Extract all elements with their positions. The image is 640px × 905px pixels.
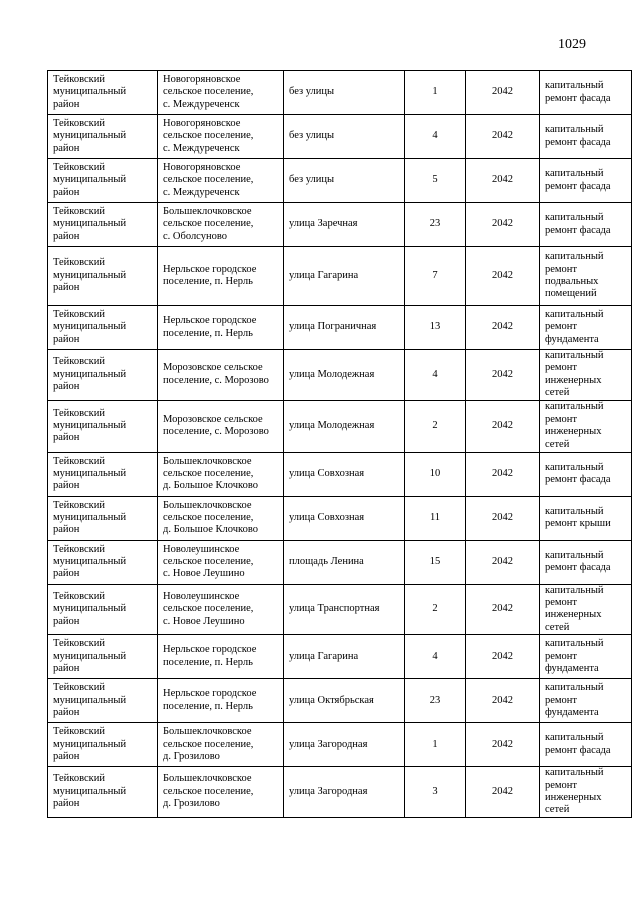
settlement-cell-text: Новогоряновское сельское поселение, с. Междуреченск: [163, 161, 254, 198]
settlement-cell: [158, 350, 284, 401]
district-cell: [48, 306, 158, 350]
settlement-cell-text: Нерльское городское поселение, п. Нерль: [163, 315, 257, 339]
district-cell-text: Тейковский муниципальный район: [53, 308, 127, 345]
district-cell-text: Тейковский муниципальный район: [53, 257, 127, 294]
year-cell-text: 2042: [492, 511, 513, 523]
district-cell: [48, 679, 158, 723]
settlement-cell: [158, 306, 284, 350]
work-type-cell-text: капитальный ремонт крыши: [545, 505, 611, 530]
settlement-cell-text: Нерльское городское поселение, п. Нерль: [163, 263, 257, 287]
house-number-cell: [405, 203, 466, 247]
house-number-cell: [405, 767, 466, 818]
house-number-cell-text: 13: [429, 321, 441, 333]
year-cell: [466, 635, 540, 679]
district-cell: [48, 540, 158, 584]
work-type-cell: [540, 584, 632, 635]
house-number-cell: [405, 723, 466, 767]
street-cell-text: улица Молодежная: [289, 368, 375, 380]
street-cell: [284, 767, 405, 818]
table-row: [48, 247, 632, 306]
work-type-cell: [540, 159, 632, 203]
street-cell: [284, 723, 405, 767]
work-type-cell: [540, 496, 632, 540]
year-cell-text: 2042: [492, 419, 513, 431]
table-row: [48, 203, 632, 247]
work-type-cell: [540, 540, 632, 584]
work-type-cell: [540, 767, 632, 818]
settlement-cell-text: Морозовское сельское поселение, с. Морозово: [163, 362, 269, 386]
settlement-cell-text: Морозовское сельское поселение, с. Морозово: [163, 413, 269, 438]
house-number-cell: [405, 584, 466, 635]
settlement-cell-text: Нерльское городское поселение, п. Нерль: [163, 688, 257, 712]
street-cell-text: без улицы: [289, 86, 335, 98]
year-cell: [466, 400, 540, 452]
settlement-cell-text: Новолеушинское сельское поселение, с. Новое Леушино: [163, 590, 254, 627]
table-row: [48, 679, 632, 723]
table-row: [48, 400, 632, 452]
year-cell: [466, 767, 540, 818]
table-row: [48, 767, 632, 818]
settlement-cell-text: Новогоряновское сельское поселение, с. Междуреченск: [163, 73, 254, 110]
district-cell-text: Тейковский муниципальный район: [53, 407, 127, 444]
work-type-cell-text: капитальный ремонт фасада: [545, 80, 611, 104]
year-cell: [466, 115, 540, 159]
street-cell-text: улица Загородная: [289, 785, 368, 797]
table-row: [48, 159, 632, 203]
district-cell: [48, 350, 158, 401]
settlement-cell-text: Нерльское городское поселение, п. Нерль: [163, 644, 257, 668]
house-number-cell: [405, 159, 466, 203]
settlement-cell-text: Новогоряновское сельское поселение, с. Междуреченск: [163, 117, 254, 154]
settlement-cell-text: Большеклочковское сельское поселение, д. Грозилово: [163, 726, 254, 762]
house-number-cell: [405, 496, 466, 540]
year-cell-text: 2042: [492, 130, 513, 142]
street-cell: [284, 159, 405, 203]
house-number-cell-text: 2: [432, 603, 438, 615]
settlement-cell: [158, 203, 284, 247]
year-cell: [466, 679, 540, 723]
work-type-cell-text: капитальный ремонт фундамента: [545, 308, 604, 345]
street-cell: [284, 679, 405, 723]
table-row: [48, 540, 632, 584]
settlement-cell: [158, 496, 284, 540]
district-cell: [48, 723, 158, 767]
house-number-cell-text: 4: [432, 650, 438, 662]
table-row: [48, 452, 632, 496]
year-cell-text: 2042: [492, 218, 513, 230]
work-type-cell: [540, 247, 632, 306]
year-cell-text: 2042: [492, 269, 513, 281]
district-cell-text: Тейковский муниципальный район: [53, 161, 127, 198]
street-cell-text: улица Совхозная: [289, 467, 365, 479]
district-cell: [48, 159, 158, 203]
settlement-cell: [158, 247, 284, 306]
work-type-cell-text: капитальный ремонт фасада: [545, 212, 611, 236]
work-type-cell-text: капитальный ремонт фундамента: [545, 682, 604, 718]
street-cell-text: без улицы: [289, 174, 335, 186]
district-cell-text: Тейковский муниципальный район: [53, 205, 127, 242]
street-cell: [284, 400, 405, 452]
settlement-cell: [158, 584, 284, 635]
district-cell: [48, 767, 158, 818]
settlement-cell-text: Большеклочковское сельское поселение, д. Большое Клочково: [163, 455, 258, 492]
year-cell-text: 2042: [492, 467, 513, 479]
year-cell-text: 2042: [492, 603, 513, 615]
settlement-cell: [158, 723, 284, 767]
district-cell: [48, 496, 158, 540]
work-type-cell-text: капитальный ремонт инженерных сетей: [545, 350, 604, 399]
street-cell-text: улица Транспортная: [289, 603, 380, 615]
work-type-cell-text: капитальный ремонт инженерных сетей: [545, 767, 604, 816]
house-number-cell-text: 1: [432, 86, 438, 98]
street-cell: [284, 635, 405, 679]
street-cell: [284, 496, 405, 540]
year-cell-text: 2042: [492, 368, 513, 380]
work-type-cell: [540, 71, 632, 115]
street-cell: [284, 247, 405, 306]
settlement-cell-text: Большеклочковское сельское поселение, д. Большое Клочково: [163, 499, 258, 536]
district-cell: [48, 584, 158, 635]
year-cell: [466, 584, 540, 635]
district-cell: [48, 247, 158, 306]
district-cell-text: Тейковский муниципальный район: [53, 356, 127, 393]
settlement-cell-text: Новолеушинское сельское поселение, с. Новое Леушино: [163, 543, 254, 580]
settlement-cell: [158, 115, 284, 159]
street-cell-text: улица Совхозная: [289, 511, 365, 523]
district-cell: [48, 203, 158, 247]
house-number-cell-text: 4: [432, 368, 438, 380]
year-cell: [466, 306, 540, 350]
house-number-cell-text: 10: [429, 467, 441, 479]
settlement-cell: [158, 400, 284, 452]
work-type-cell-text: капитальный ремонт фасада: [545, 461, 611, 486]
street-cell-text: улица Пограничная: [289, 321, 377, 333]
table-body: [48, 71, 632, 818]
street-cell-text: площадь Ленина: [289, 555, 364, 567]
district-cell: [48, 71, 158, 115]
work-type-cell: [540, 679, 632, 723]
street-cell: [284, 540, 405, 584]
settlement-cell: [158, 159, 284, 203]
street-cell-text: улица Гагарина: [289, 650, 359, 662]
work-type-cell: [540, 350, 632, 401]
table-row: [48, 115, 632, 159]
work-type-cell: [540, 115, 632, 159]
street-cell: [284, 306, 405, 350]
street-cell: [284, 203, 405, 247]
settlement-cell: [158, 635, 284, 679]
district-cell: [48, 400, 158, 452]
house-number-cell-text: 23: [429, 218, 441, 230]
district-cell-text: Тейковский муниципальный район: [53, 590, 127, 627]
street-cell-text: без улицы: [289, 130, 335, 142]
district-cell-text: Тейковский муниципальный район: [53, 499, 127, 536]
page-number: 1029: [558, 37, 586, 52]
year-cell-text: 2042: [492, 174, 513, 186]
work-type-cell-text: капитальный ремонт инженерных сетей: [545, 584, 604, 633]
year-cell-text: 2042: [492, 321, 513, 333]
house-number-cell: [405, 540, 466, 584]
district-cell: [48, 452, 158, 496]
work-type-cell-text: капитальный ремонт фундамента: [545, 638, 604, 674]
year-cell: [466, 203, 540, 247]
street-cell-text: улица Октябрьская: [289, 694, 374, 706]
work-type-cell: [540, 306, 632, 350]
street-cell-text: улица Гагарина: [289, 269, 359, 281]
house-number-cell: [405, 452, 466, 496]
house-number-cell: [405, 71, 466, 115]
house-number-cell: [405, 306, 466, 350]
house-number-cell-text: 1: [432, 738, 438, 750]
year-cell: [466, 350, 540, 401]
house-number-cell-text: 7: [432, 269, 438, 281]
district-cell-text: Тейковский муниципальный район: [53, 638, 127, 674]
street-cell-text: улица Загородная: [289, 738, 368, 750]
work-type-cell-text: капитальный ремонт фасада: [545, 732, 611, 756]
settlement-cell: [158, 71, 284, 115]
work-type-cell-text: капитальный ремонт фасада: [545, 549, 611, 574]
work-type-cell-text: капитальный ремонт фасада: [545, 124, 611, 148]
work-type-cell-text: капитальный ремонт инженерных сетей: [545, 401, 604, 450]
table-row: [48, 584, 632, 635]
house-number-cell: [405, 635, 466, 679]
district-cell-text: Тейковский муниципальный район: [53, 773, 127, 810]
work-type-cell: [540, 723, 632, 767]
settlement-cell-text: Большеклочковское сельское поселение, д. Грозилово: [163, 773, 254, 810]
district-cell-text: Тейковский муниципальный район: [53, 455, 127, 492]
house-number-cell-text: 4: [432, 130, 438, 142]
year-cell: [466, 452, 540, 496]
settlement-cell: [158, 452, 284, 496]
house-number-cell-text: 15: [429, 555, 441, 567]
work-type-cell-text: капитальный ремонт подвальных помещений: [545, 251, 604, 300]
table-row: [48, 723, 632, 767]
house-number-cell: [405, 247, 466, 306]
settlement-cell: [158, 767, 284, 818]
district-cell: [48, 635, 158, 679]
settlement-cell: [158, 679, 284, 723]
house-number-cell: [405, 115, 466, 159]
year-cell-text: 2042: [492, 86, 513, 98]
work-type-cell: [540, 400, 632, 452]
house-number-cell-text: 2: [432, 419, 438, 431]
settlement-cell-text: Большеклочковское сельское поселение, с. Оболсуново: [163, 205, 254, 242]
table-row: [48, 306, 632, 350]
year-cell: [466, 247, 540, 306]
work-type-cell: [540, 452, 632, 496]
table-row: [48, 350, 632, 401]
table-row: [48, 635, 632, 679]
street-cell: [284, 115, 405, 159]
district-cell-text: Тейковский муниципальный район: [53, 73, 127, 110]
year-cell-text: 2042: [492, 785, 513, 797]
house-number-cell-text: 5: [432, 174, 438, 186]
table-row: [48, 71, 632, 115]
year-cell: [466, 723, 540, 767]
work-type-cell: [540, 635, 632, 679]
year-cell-text: 2042: [492, 555, 513, 567]
year-cell: [466, 496, 540, 540]
year-cell: [466, 540, 540, 584]
street-cell: [284, 350, 405, 401]
year-cell-text: 2042: [492, 738, 513, 750]
house-number-cell-text: 11: [429, 511, 441, 523]
district-cell-text: Тейковский муниципальный район: [53, 543, 127, 580]
year-cell: [466, 71, 540, 115]
house-number-cell: [405, 679, 466, 723]
table-row: [48, 496, 632, 540]
street-cell: [284, 71, 405, 115]
district-cell: [48, 115, 158, 159]
street-cell: [284, 584, 405, 635]
street-cell-text: улица Заречная: [289, 218, 358, 230]
repair-schedule-table: [47, 70, 632, 818]
district-cell-text: Тейковский муниципальный район: [53, 117, 127, 154]
settlement-cell: [158, 540, 284, 584]
house-number-cell: [405, 350, 466, 401]
house-number-cell: [405, 400, 466, 452]
work-type-cell: [540, 203, 632, 247]
district-cell-text: Тейковский муниципальный район: [53, 682, 127, 718]
year-cell: [466, 159, 540, 203]
house-number-cell-text: 3: [432, 785, 438, 797]
street-cell: [284, 452, 405, 496]
street-cell-text: улица Молодежная: [289, 419, 375, 431]
house-number-cell-text: 23: [429, 694, 441, 706]
district-cell-text: Тейковский муниципальный район: [53, 726, 127, 762]
work-type-cell-text: капитальный ремонт фасада: [545, 168, 611, 192]
year-cell-text: 2042: [492, 650, 513, 662]
year-cell-text: 2042: [492, 694, 513, 706]
